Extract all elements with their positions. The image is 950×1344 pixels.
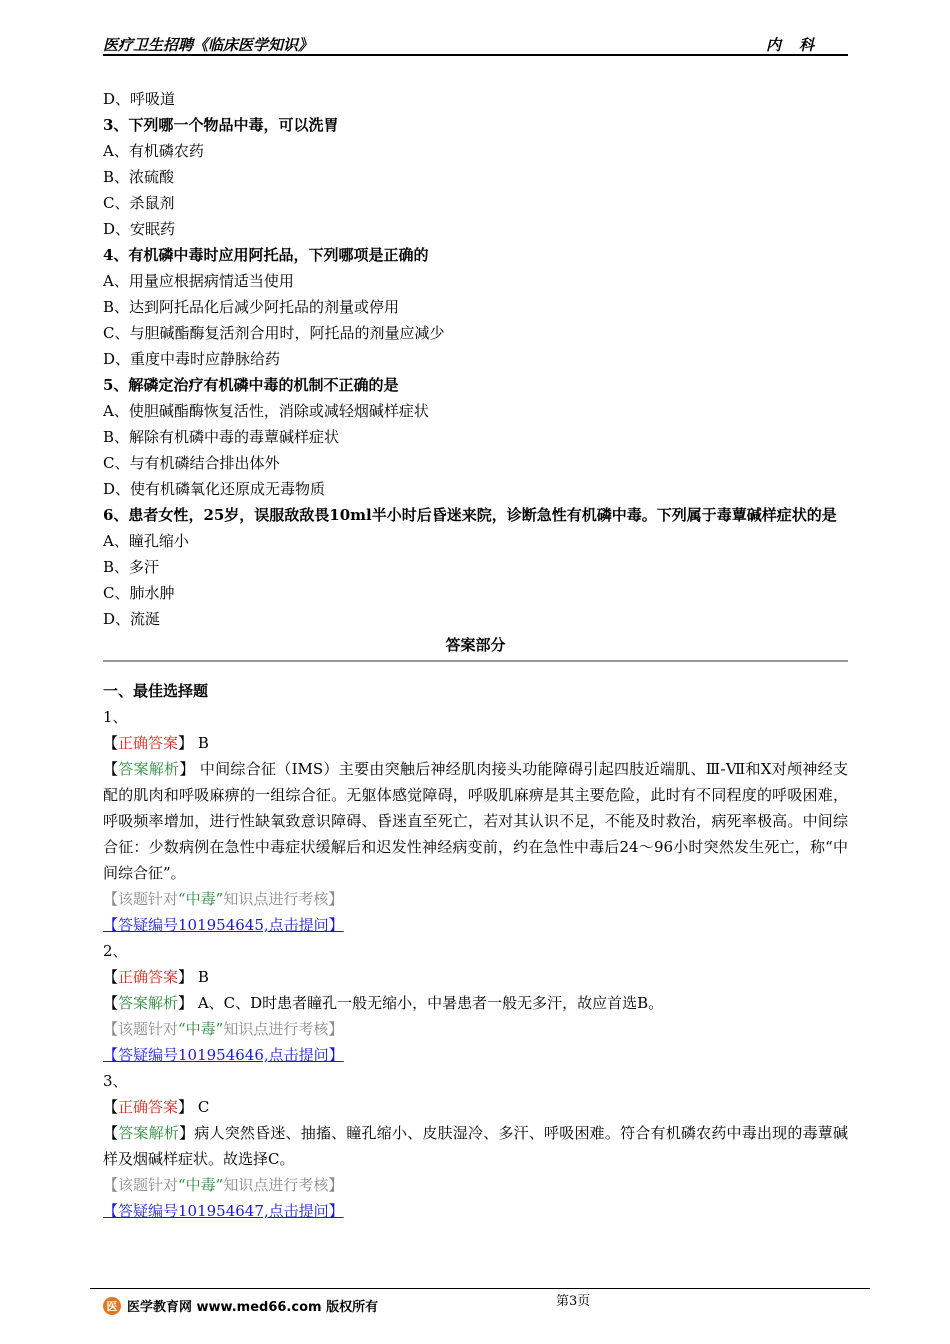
correct-answer-label: 正确答案	[118, 734, 179, 752]
analysis-row: 【答案解析】 A、C、D时患者瞳孔一般无缩小，中暑患者一般无多汗，故应首选B。	[103, 994, 664, 1012]
correct-answer-value: B	[197, 734, 209, 752]
topic-name: “中毒”	[178, 1176, 224, 1194]
option-line: C、与有机磷结合排出体外	[103, 454, 280, 472]
option-line: D、流涎	[103, 610, 161, 628]
analysis-text: 病人突然昏迷、抽搐、瞳孔缩小、皮肤湿冷、多汗、呼吸困难。符合有机磷农药中毒出现的毒蕈碱样及烟碱样症状。故选择C。	[103, 1124, 848, 1168]
ask-question-link[interactable]: 【答疑编号101954645,点击提问】	[103, 916, 344, 934]
logo-icon: 医	[103, 1297, 121, 1315]
question-stem: 5、解磷定治疗有机磷中毒的机制不正确的是	[103, 376, 399, 394]
option-line: B、多汗	[103, 558, 160, 576]
correct-answer-value: B	[197, 968, 209, 986]
option-line: A、使胆碱酯酶恢复活性，消除或减轻烟碱样症状	[103, 402, 429, 420]
option-line: D、使有机磷氧化还原成无毒物质	[103, 480, 326, 498]
correct-answer-value: C	[197, 1098, 210, 1116]
page-header	[103, 32, 848, 56]
brand-text: 医学教育网 www.med66.com 版权所有	[127, 1300, 379, 1315]
analysis-label: 答案解析	[118, 760, 180, 778]
correct-answer-label: 正确答案	[118, 968, 179, 986]
answer-number: 1、	[103, 708, 128, 726]
answer-number: 2、	[103, 942, 128, 960]
option-line: A、用量应根据病情适当使用	[103, 272, 294, 290]
correct-answer-row: 【正确答案】 C	[103, 1098, 210, 1116]
option-line: B、达到阿托品化后减少阿托品的剂量或停用	[103, 298, 400, 316]
question-stem: 6、患者女性，25岁，误服敌敌畏10ml半小时后昏迷来院，诊断急性有机磷中毒。下列属于毒蕈碱样症状的是	[103, 506, 837, 524]
topic-note: 【该题针对“中毒”知识点进行考核】	[103, 1176, 344, 1194]
answer-block	[103, 1068, 848, 1224]
option-line: C、杀鼠剂	[103, 194, 175, 212]
analysis-label: 答案解析	[118, 994, 179, 1012]
analysis-text: 中间综合征（IMS）主要由突触后神经肌肉接头功能障碍引起四肢近端肌、Ⅲ-Ⅶ和Ⅹ对颅神经支配的肌肉和呼吸麻痹的一组综合征。无躯体感觉障碍，呼吸肌麻痹是其主要危险，此时有不同程度的呼吸困难，呼吸频率增加，进行性缺氧致意识障碍、昏迷直至死亡，若对其认识不足，不能及时救治，病死率极高。中间综合征：少数病例在急性中毒症状缓解后和迟发性神经病变前，约在急性中毒后24～96小时突然发生死亡，称“中间综合征”。	[103, 760, 848, 882]
section-title: 一、最佳选择题	[103, 682, 209, 700]
correct-answer-label: 正确答案	[118, 1098, 179, 1116]
answers-heading: 答案部分	[445, 636, 506, 654]
answer-block	[103, 938, 848, 1068]
correct-answer-row: 【正确答案】 B	[103, 734, 209, 752]
option-line: D、呼吸道	[103, 90, 176, 108]
analysis-label: 答案解析	[118, 1124, 180, 1142]
page-number: 第3页	[556, 1294, 591, 1309]
option-line: A、有机磷农药	[103, 142, 204, 160]
option-line: C、肺水肿	[103, 584, 175, 602]
ask-question-link[interactable]: 【答疑编号101954646,点击提问】	[103, 1046, 344, 1064]
footer-brand	[103, 1296, 378, 1315]
option-line: B、浓硫酸	[103, 168, 175, 186]
ask-question-link[interactable]: 【答疑编号101954647,点击提问】	[103, 1202, 344, 1220]
divider	[103, 660, 848, 662]
header-section: 内科	[765, 36, 832, 54]
footer-divider	[90, 1288, 870, 1289]
document-body	[103, 86, 848, 1224]
topic-note: 【该题针对“中毒”知识点进行考核】	[103, 1020, 344, 1038]
option-line: B、解除有机磷中毒的毒蕈碱样症状	[103, 428, 340, 446]
analysis-row: 【答案解析】 中间综合征（IMS）主要由突触后神经肌肉接头功能障碍引起四肢近端肌、Ⅲ-Ⅶ和Ⅹ对颅神经支配的肌肉和呼吸麻痹的一组综合征。无躯体感觉障碍，呼吸肌麻痹是其主要危险，此时有不同程度的呼吸困难，呼吸频率增加，进行性缺氧致意识障碍、昏迷直至死亡，若对其认识不足，不能及时救治，病死率极高。中间综合征：少数病例在急性中毒症状缓解后和迟发性神经病变前，约在急性中毒后24～96小时突然发生死亡，称“中间综合征”。	[103, 760, 848, 882]
option-line: D、重度中毒时应静脉给药	[103, 350, 281, 368]
topic-note: 【该题针对“中毒”知识点进行考核】	[103, 890, 344, 908]
answer-block	[103, 704, 848, 938]
option-line: C、与胆碱酯酶复活剂合用时，阿托品的剂量应减少	[103, 324, 445, 342]
correct-answer-row: 【正确答案】 B	[103, 968, 209, 986]
header-title: 医疗卫生招聘《临床医学知识》	[103, 36, 314, 54]
answer-number: 3、	[103, 1072, 128, 1090]
question-list	[103, 86, 848, 632]
question-stem: 3、下列哪一个物品中毒，可以洗胃	[103, 116, 339, 134]
question-stem: 4、有机磷中毒时应用阿托品，下列哪项是正确的	[103, 246, 429, 264]
analysis-row: 【答案解析】病人突然昏迷、抽搐、瞳孔缩小、皮肤湿冷、多汗、呼吸困难。符合有机磷农药中毒出现的毒蕈碱样及烟碱样症状。故选择C。	[103, 1124, 848, 1168]
option-line: A、瞳孔缩小	[103, 532, 189, 550]
option-line: D、安眠药	[103, 220, 176, 238]
topic-name: “中毒”	[178, 890, 224, 908]
analysis-text: A、C、D时患者瞳孔一般无缩小，中暑患者一般无多汗，故应首选B。	[197, 994, 664, 1012]
topic-name: “中毒”	[178, 1020, 224, 1038]
